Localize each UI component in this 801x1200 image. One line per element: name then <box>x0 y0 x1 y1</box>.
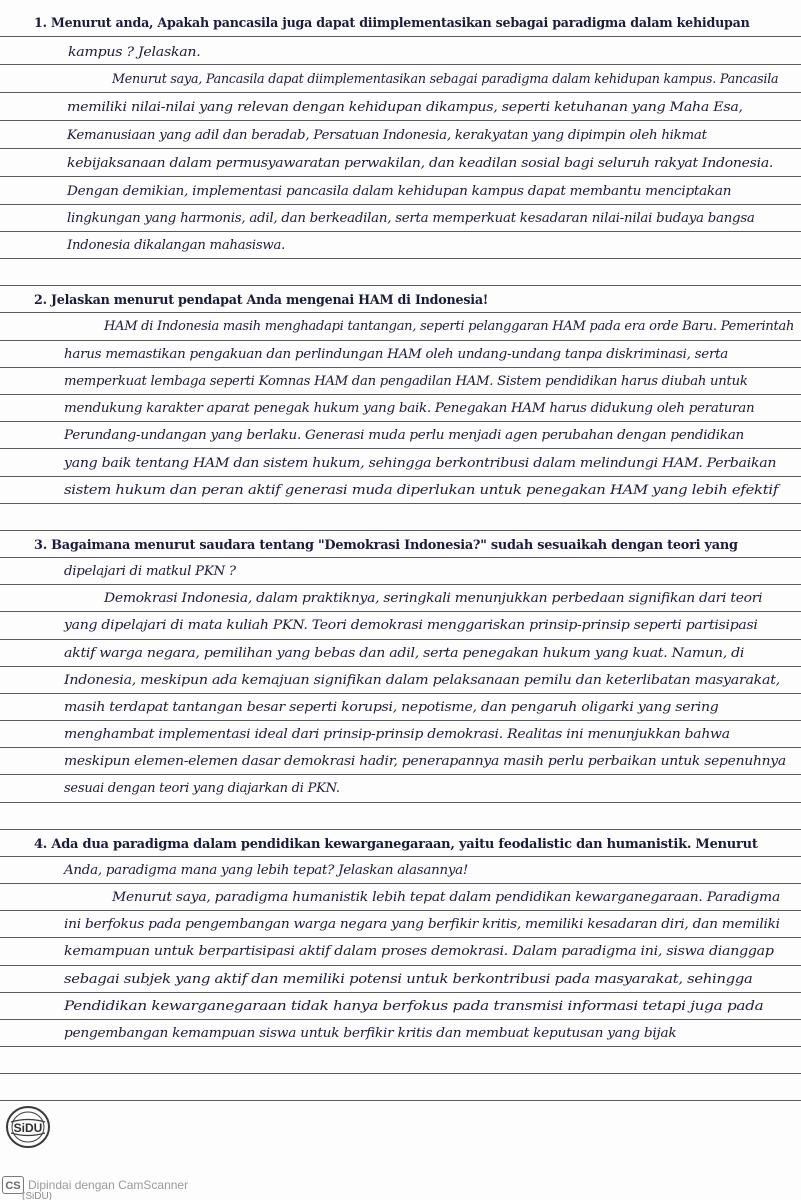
rule-line <box>0 1073 801 1074</box>
answer-2-line-6: yang baik tentang HAM dan sistem hukum, sehingga berkontribusi dalam melindungi HAM. Perbaikan <box>64 456 777 471</box>
answer-1-line-5: Dengan demikian, implementasi pancasila dalam kehidupan kampus dapat membantu menciptakan <box>67 184 732 199</box>
answer-1-line-7: Indonesia dikalangan mahasiswa. <box>67 238 286 253</box>
question-4-line-2: Anda, paradigma mana yang lebih tepat? Jelaskan alasannya! <box>64 863 469 878</box>
camscanner-subtext: (SiDU) <box>22 1192 52 1200</box>
answer-3-line-5: masih terdapat tantangan besar seperti korupsi, nepotisme, dan pengaruh oligarki yang sering <box>64 700 719 715</box>
question-4-line-1: 4. Ada dua paradigma dalam pendidikan kewarganegaraan, yaitu feodalistic dan humanistik. Menurut <box>34 836 758 852</box>
rule-line <box>0 476 801 477</box>
rule-line <box>0 666 801 667</box>
answer-4-line-6: pengembangan kemampuan siswa untuk berfikir kritis dan membuat keputusan yang bijak <box>64 1026 677 1041</box>
answer-1-line-6: lingkungan yang harmonis, adil, dan berkeadilan, serta memperkuat kesadaran nilai-nilai budaya bangsa <box>67 211 755 226</box>
camscanner-badge-icon: CS <box>2 1176 24 1194</box>
answer-4-line-1: Menurut saya, paradigma humanistik lebih tepat dalam pendidikan kewarganegaraan. Paradigma <box>112 890 780 905</box>
question-3-line-2: dipelajari di matkul PKN ? <box>64 564 236 579</box>
answer-4-line-4: sebagai subjek yang aktif dan memiliki potensi untuk berkontribusi pada masyarakat, sehingga <box>64 972 753 987</box>
rule-line <box>0 367 801 368</box>
rule-line <box>0 120 801 121</box>
rule-line <box>0 883 801 884</box>
rule-line <box>0 64 801 65</box>
answer-3-line-2: yang dipelajari di mata kuliah PKN. Teori demokrasi menggariskan prinsip-prinsip seperti partisipasi <box>64 618 758 633</box>
rule-line <box>0 176 801 177</box>
rule-line <box>0 639 801 640</box>
answer-2-line-4: mendukung karakter aparat penegak hukum yang baik. Penegakan HAM harus didukung oleh peraturan <box>64 401 755 416</box>
stamp-text: SiDU <box>13 1121 43 1135</box>
sidu-stamp-logo <box>4 1103 52 1151</box>
rule-line <box>0 829 801 830</box>
rule-line <box>0 231 801 232</box>
rule-line <box>0 503 801 504</box>
answer-3-line-8: sesuai dengan teori yang diajarkan di PKN. <box>64 781 340 796</box>
rule-line <box>0 448 801 449</box>
rule-line <box>0 584 801 585</box>
rule-line <box>0 421 801 422</box>
answer-3-line-7: meskipun elemen-elemen dasar demokrasi hadir, penerapannya masih perlu perbaikan untuk sepenuhnya <box>64 754 786 769</box>
rule-line <box>0 802 801 803</box>
question-1-line-1: 1. Menurut anda, Apakah pancasila juga dapat diimplementasikan sebagai paradigma dalam kehidupan <box>34 15 750 31</box>
rule-line <box>0 937 801 938</box>
rule-line <box>0 148 801 149</box>
answer-4-line-3: kemampuan untuk berpartisipasi aktif dalam proses demokrasi. Dalam paradigma ini, siswa dianggap <box>64 944 774 959</box>
answer-2-line-7: sistem hukum dan peran aktif generasi muda diperlukan untuk penegakan HAM yang lebih efektif <box>64 483 779 498</box>
question-2-line-1: 2. Jelaskan menurut pendapat Anda mengenai HAM di Indonesia! <box>34 292 489 308</box>
rule-line <box>0 285 801 286</box>
answer-3-line-1: Demokrasi Indonesia, dalam praktiknya, seringkali menunjukkan perbedaan signifikan dari teori <box>104 591 763 606</box>
rule-line <box>0 204 801 205</box>
rule-line <box>0 856 801 857</box>
rule-line <box>0 340 801 341</box>
answer-4-line-5: Pendidikan kewarganegaraan tidak hanya berfokus pada transmisi informasi tetapi juga pada <box>64 999 764 1014</box>
rule-line <box>0 1100 801 1101</box>
question-1-line-2: kampus ? Jelaskan. <box>68 45 201 60</box>
answer-2-line-1: HAM di Indonesia masih menghadapi tantangan, seperti pelanggaran HAM pada era orde Baru. Pemerintah <box>104 319 795 334</box>
rule-line <box>0 1019 801 1020</box>
rule-line <box>0 720 801 721</box>
answer-3-line-6: menghambat implementasi ideal dari prinsip-prinsip demokrasi. Realitas ini menunjukkan bahwa <box>64 727 730 742</box>
answer-2-line-2: harus memastikan pengakuan dan perlindungan HAM oleh undang-undang tanpa diskriminasi, serta <box>64 347 729 362</box>
rule-line <box>0 910 801 911</box>
rule-line <box>0 394 801 395</box>
answer-1-line-2: memiliki nilai-nilai yang relevan dengan kehidupan dikampus, seperti ketuhanan yang Maha Esa, <box>67 100 743 115</box>
rule-line <box>0 312 801 313</box>
rule-line <box>0 92 801 93</box>
answer-3-line-4: Indonesia, meskipun ada kemajuan signifikan dalam pelaksanaan pemilu dan keterlibatan masyarakat, <box>64 673 780 688</box>
rule-line <box>0 258 801 259</box>
rule-line <box>0 557 801 558</box>
answer-2-line-5: Perundang-undangan yang berlaku. Generasi muda perlu menjadi agen perubahan dengan pendidikan <box>64 428 744 443</box>
rule-line <box>0 693 801 694</box>
answer-1-line-1: Menurut saya, Pancasila dapat diimplementasikan sebagai paradigma dalam kehidupan kampus. Pancasila <box>112 72 779 87</box>
answer-3-line-3: aktif warga negara, pemilihan yang bebas dan adil, serta penegakan hukum yang kuat. Namun, di <box>64 646 745 661</box>
answer-1-line-3: Kemanusiaan yang adil dan beradab, Persatuan Indonesia, kerakyatan yang dipimpin oleh hikmat <box>67 128 707 143</box>
rule-line <box>0 992 801 993</box>
rule-line <box>0 530 801 531</box>
answer-1-line-4: kebijaksanaan dalam permusyawaratan perwakilan, dan keadilan sosial bagi seluruh rakyat Indonesia. <box>67 156 774 171</box>
rule-line <box>0 774 801 775</box>
answer-4-line-2: ini berfokus pada pengembangan warga negara yang berfikir kritis, memiliki kesadaran diri, dan memiliki <box>64 917 780 932</box>
sidu-stamp-graphic <box>4 1103 52 1151</box>
rule-line <box>0 1046 801 1047</box>
camscanner-text: Dipindai dengan CamScanner <box>28 1178 189 1192</box>
rule-line <box>0 611 801 612</box>
question-3-line-1: 3. Bagaimana menurut saudara tentang "Demokrasi Indonesia?" sudah sesuaikah dengan teori yang <box>34 537 738 553</box>
rule-line <box>0 36 801 37</box>
rule-line <box>0 965 801 966</box>
answer-2-line-3: memperkuat lembaga seperti Komnas HAM dan pengadilan HAM. Sistem pendidikan harus diubah untuk <box>64 374 748 389</box>
rule-line <box>0 747 801 748</box>
